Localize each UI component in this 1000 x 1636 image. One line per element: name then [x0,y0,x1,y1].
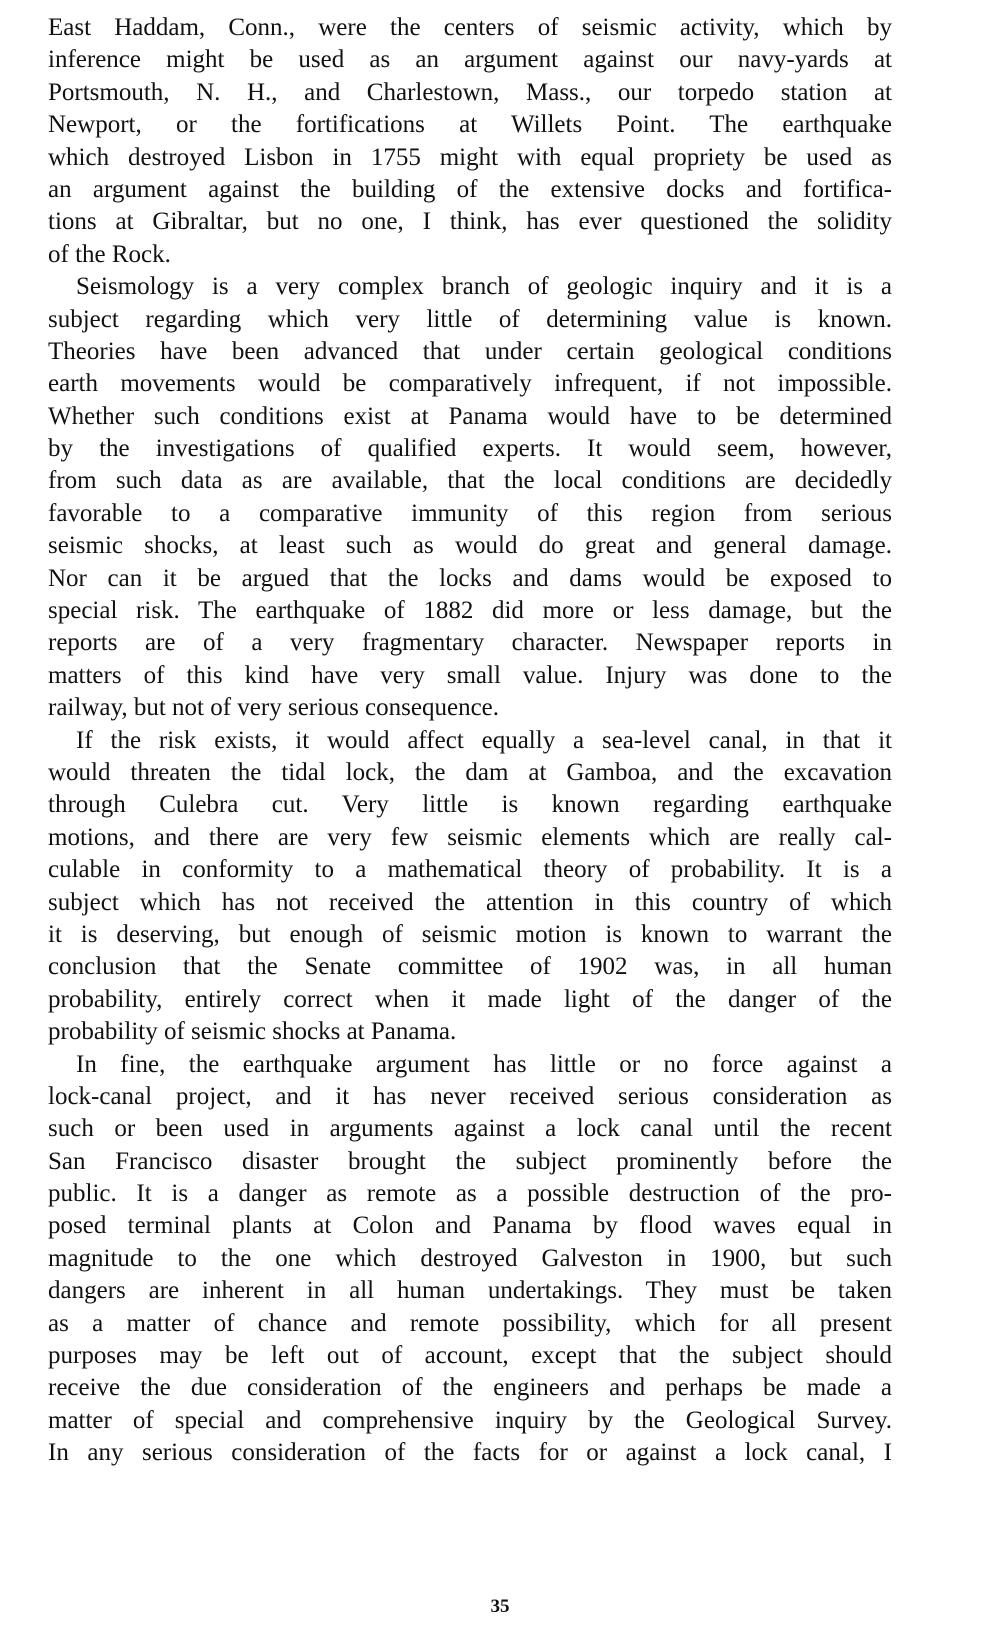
text-line: Portsmouth, N. H., and Charlestown, Mass., our torpedo station at [48,78,892,106]
text-line: tions at Gibraltar, but no one, I think, has ever questioned the solidity [48,208,892,236]
text-line: subject regarding which very little of determining value is known. [48,305,892,333]
text-line: Nor can it be argued that the locks and dams would be exposed to [48,564,892,592]
text-line: favorable to a comparative immunity of this region from serious [48,499,892,527]
text-line: Whether such conditions exist at Panama would have to be determined [48,402,892,430]
text-line: If the risk exists, it would affect equally a sea-level canal, in that it [76,726,892,754]
paragraph [48,12,892,271]
text-line: probability of seismic shocks at Panama. [48,1018,457,1046]
text-line: reports are of a very fragmentary character. Newspaper reports in [48,629,892,657]
text-line: of the Rock. [48,240,171,268]
text-line: probability, entirely correct when it made light of the danger of the [48,985,892,1013]
page-body [48,12,892,1470]
paragraph [48,725,892,1049]
text-line: railway, but not of very serious consequence. [48,694,500,722]
text-line: San Francisco disaster brought the subject prominently before the [48,1147,892,1175]
text-line: matter of special and comprehensive inquiry by the Geological Survey. [48,1406,892,1434]
text-line: Newport, or the fortifications at Willets Point. The earthquake [48,111,892,139]
text-line: conclusion that the Senate committee of 1902 was, in all human [48,953,892,981]
text-line: Theories have been advanced that under certain geological conditions [48,337,892,365]
text-line: dangers are inherent in all human undertakings. They must be taken [48,1277,892,1305]
text-line: culable in conformity to a mathematical theory of probability. It is a [48,856,892,884]
text-line: lock-canal project, and it has never received serious consideration as [48,1082,892,1110]
text-line: subject which has not received the attention in this country of which [48,888,892,916]
text-line: public. It is a danger as remote as a possible destruction of the pro- [48,1180,892,1208]
text-line: receive the due consideration of the engineers and perhaps be made a [48,1374,892,1402]
text-line: which destroyed Lisbon in 1755 might with equal propriety be used as [48,143,892,171]
text-line: as a matter of chance and remote possibility, which for all present [48,1309,892,1337]
text-line: from such data as are available, that the local conditions are decidedly [48,467,892,495]
paragraph [48,271,892,724]
text-line: posed terminal plants at Colon and Panama by flood waves equal in [48,1212,892,1240]
text-line: seismic shocks, at least such as would do great and general damage. [48,532,892,560]
text-line: special risk. The earthquake of 1882 did more or less damage, but the [48,597,892,625]
text-line: magnitude to the one which destroyed Galveston in 1900, but such [48,1244,892,1272]
text-line: by the investigations of qualified experts. It would seem, however, [48,435,892,463]
text-line: inference might be used as an argument against our navy-yards at [48,46,892,74]
text-line: In fine, the earthquake argument has little or no force against a [76,1050,892,1078]
paragraph [48,1049,892,1470]
text-line: would threaten the tidal lock, the dam at Gamboa, and the excavation [48,758,892,786]
text-line: purposes may be left out of account, except that the subject should [48,1342,892,1370]
text-line: East Haddam, Conn., were the centers of seismic activity, which by [48,14,892,41]
text-container [48,12,892,1470]
text-line: Seismology is a very complex branch of geologic inquiry and it is a [76,273,892,301]
text-line: In any serious consideration of the facts for or against a lock canal, I [48,1439,892,1467]
text-line: motions, and there are very few seismic elements which are really cal- [48,823,892,851]
text-line: earth movements would be comparatively infrequent, if not impossible. [48,370,892,398]
text-line: such or been used in arguments against a lock canal until the recent [48,1115,892,1143]
text-line: through Culebra cut. Very little is known regarding earthquake [48,791,892,819]
text-line: it is deserving, but enough of seismic motion is known to warrant the [48,920,892,948]
text-line: matters of this kind have very small value. Injury was done to the [48,661,892,689]
text-line: an argument against the building of the extensive docks and fortifica- [48,175,892,203]
page-number: 35 [490,1596,510,1617]
